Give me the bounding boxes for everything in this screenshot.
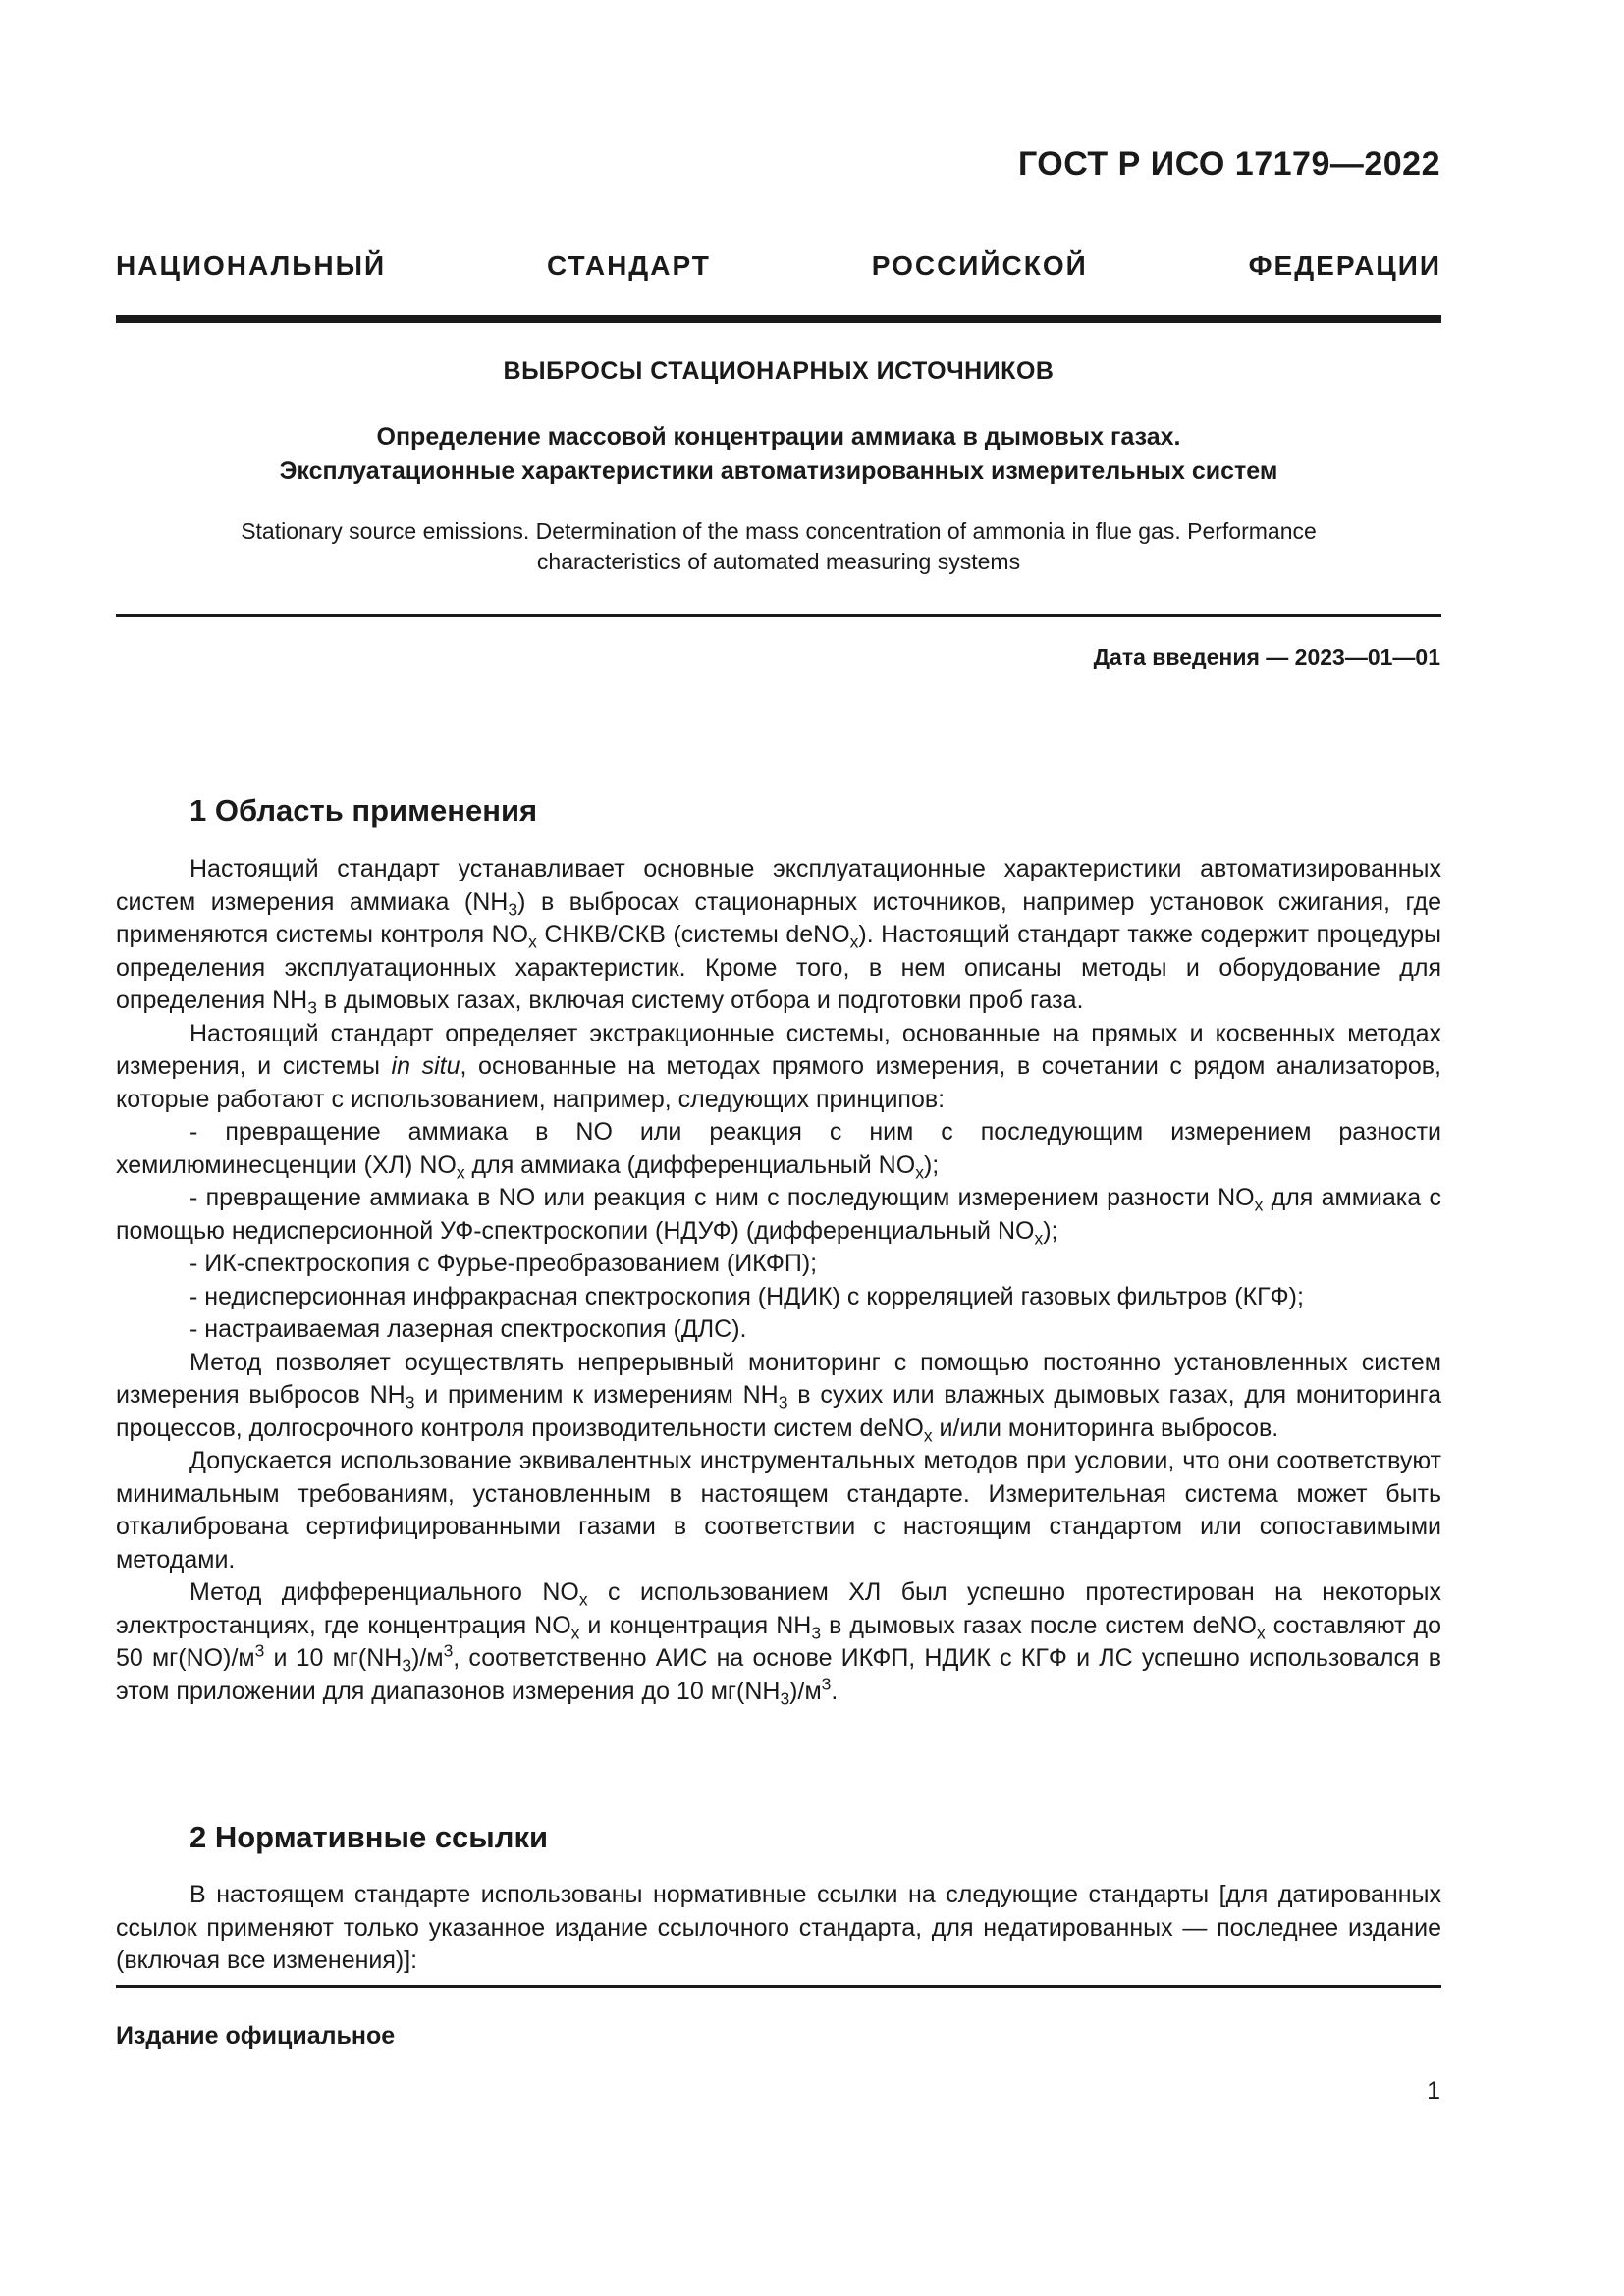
- page-number: 1: [1427, 2077, 1440, 2105]
- edition-label: Издание официальное: [116, 2022, 396, 2050]
- document-number: ГОСТ Р ИСО 17179—2022: [1017, 145, 1440, 183]
- paragraph: Метод позволяет осуществлять непрерывный мониторинг с помощью постоянно установленных систем измерения выбросов $NH_3$ и применим к измерениям $NH_3$ в сухих или влажных дымовых газах, для мониторинга процессов, долгосрочного контроля производительности систем deNO$_x$ и/или мониторинга выбросов.: [116, 1348, 1441, 1445]
- title-rule: [116, 614, 1441, 617]
- list-item: - ИК-спектроскопия с Фурье-преобразованием (ИКФП);: [189, 1250, 818, 1277]
- list-item: - недисперсионная инфракрасная спектроскопия (НДИК) с корреляцией газовых фильтров (КГФ);: [189, 1282, 1304, 1310]
- paragraph: В настоящем стандарте использованы нормативные ссылки на следующие стандарты [для датированных ссылок применяют только указанное издание ссылочного стандарта, для недатированных — последнее издание (включая все изменения)]:: [116, 1881, 1441, 1974]
- section-1-body: [116, 853, 1441, 1708]
- paragraph: Метод дифференциального $NO_x$ с использованием ХЛ был успешно протестирован на некоторых электростанциях, где концентрация $NO_x$ и концентрация $NH_3$ в дымовых газах после систем deNO$_x$ составляют до 50 $мг(NO)/м^3$ и 10 $мг(NH_3)/м^3$, соответственно АИС на основе ИКФП, НДИК с КГФ и ЛС успешно использовался в этом приложении для диапазонов измерения до 10 $мг(NH_3)/м^3$.: [116, 1578, 1442, 1708]
- list-item: - настраиваемая лазерная спектроскопия (ДЛС).: [189, 1315, 747, 1343]
- paragraph: Настоящий стандарт определяет экстракционные системы, основанные на прямых и косвенных методах измерения, и системы in situ, основанные на методах прямого измерения, в сочетании с рядом анализаторов, которые работают с использованием, например, следующих принципов:: [116, 1019, 1441, 1113]
- paragraph: Настоящий стандарт устанавливает основные эксплуатационные характеристики автоматизированных систем измерения аммиака $(NH_3)$ в выбросах стационарных источников, например установок сжигания, где применяются системы контроля $NO_x$ СНКВ/СКВ (системы deNO$_x$). Настоящий стандарт также содержит процедуры определения эксплуатационных характеристик. Кроме того, в нем описаны методы и оборудование для определения $NH_3$ в дымовых газах, включая систему отбора и подготовки проб газа.: [116, 855, 1441, 1018]
- header-rule: [116, 315, 1441, 323]
- english-title: [116, 516, 1441, 577]
- introduction-date: Дата введения — 2023—01—01: [1093, 644, 1440, 669]
- list-item: - превращение аммиака в NO или реакция с ним с последующим измерением разности хемилюминесценции (ХЛ) $NO_x$ для аммиака (дифференциальный $NO_x$);: [116, 1118, 1441, 1182]
- subtitle-line-2: Эксплуатационные характеристики автоматизированных измерительных систем: [279, 457, 1278, 485]
- footer-rule: [116, 1985, 1441, 1988]
- section-1-heading: 1 Область применения: [189, 793, 538, 828]
- document-title: ВЫБРОСЫ СТАЦИОНАРНЫХ ИСТОЧНИКОВ: [503, 357, 1055, 385]
- section-2-heading: 2 Нормативные ссылки: [189, 1820, 549, 1854]
- document-subtitle: [116, 420, 1441, 489]
- paragraph: Допускается использование эквивалентных инструментальных методов при условии, что они соответствуют минимальным требованиям, установленным в настоящем стандарте. Измерительная система может быть откалибрована сертифицированными газами в соответствии с настоящим стандартом или сопоставимыми методами.: [116, 1447, 1441, 1574]
- english-title-line-1: Stationary source emissions. Determination of the mass concentration of ammonia in flue gas. Performance: [241, 518, 1317, 544]
- national-standard-banner: НАЦИОНАЛЬНЫЙ СТАНДАРТ РОССИЙСКОЙ ФЕДЕРАЦИИ: [116, 250, 1441, 281]
- english-title-line-2: characteristics of automated measuring systems: [536, 549, 1021, 574]
- list-item: - превращение аммиака в NO или реакция с ним с последующим измерением разности $NO_x$ для аммиака с помощью недисперсионной УФ-спектроскопии (НДУФ) (дифференциальный $NO_x$);: [116, 1184, 1441, 1248]
- section-2-body: [116, 1879, 1441, 1978]
- subtitle-line-1: Определение массовой концентрации аммиака в дымовых газах.: [376, 423, 1181, 451]
